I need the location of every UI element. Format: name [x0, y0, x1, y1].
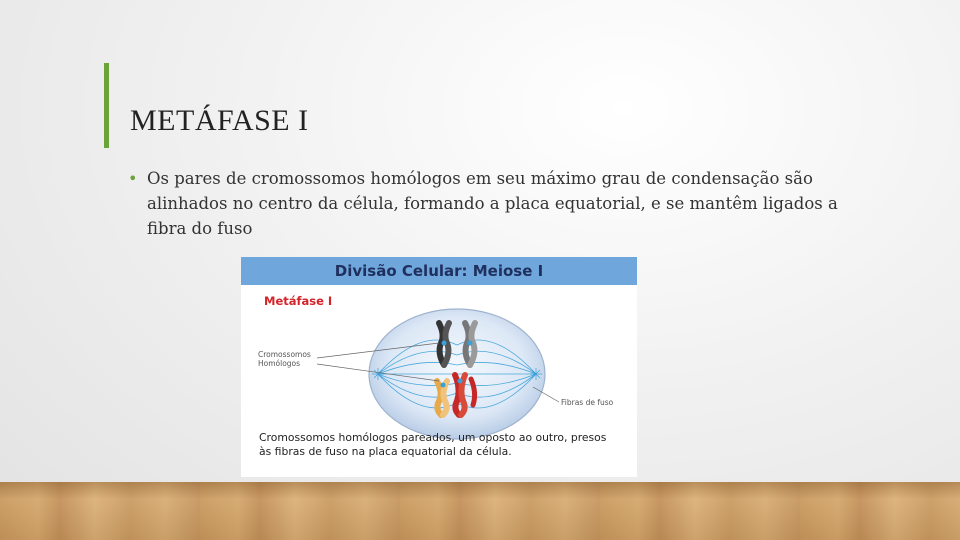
label-chromosomes-line2: Homólogos [258, 359, 301, 368]
wood-floor [0, 482, 960, 540]
label-chromosomes-line1: Cromossomos [258, 350, 311, 359]
label-spindle-fibers: Fibras de fuso [561, 398, 614, 407]
meiosis-figure [241, 257, 637, 477]
label-chromosomes [258, 350, 311, 368]
bullet-dot-icon: • [128, 169, 138, 188]
bullet-item [128, 166, 878, 241]
figure-header: Divisão Celular: Meiose I [241, 257, 637, 285]
figure-subtitle: Metáfase I [264, 294, 333, 308]
title-accent-bar [104, 63, 109, 148]
figure-caption: Cromossomos homólogos pareados, um oposto ao outro, presos às fibras de fuso na placa equatorial da célula. [259, 431, 607, 458]
bullet-text: Os pares de cromossomos homólogos em seu máximo grau de condensação são alinhados no centro da célula, formando a placa equatorial, e se mantêm ligados a fibra do fuso [147, 169, 838, 238]
slide-title: METÁFASE I [130, 104, 309, 137]
